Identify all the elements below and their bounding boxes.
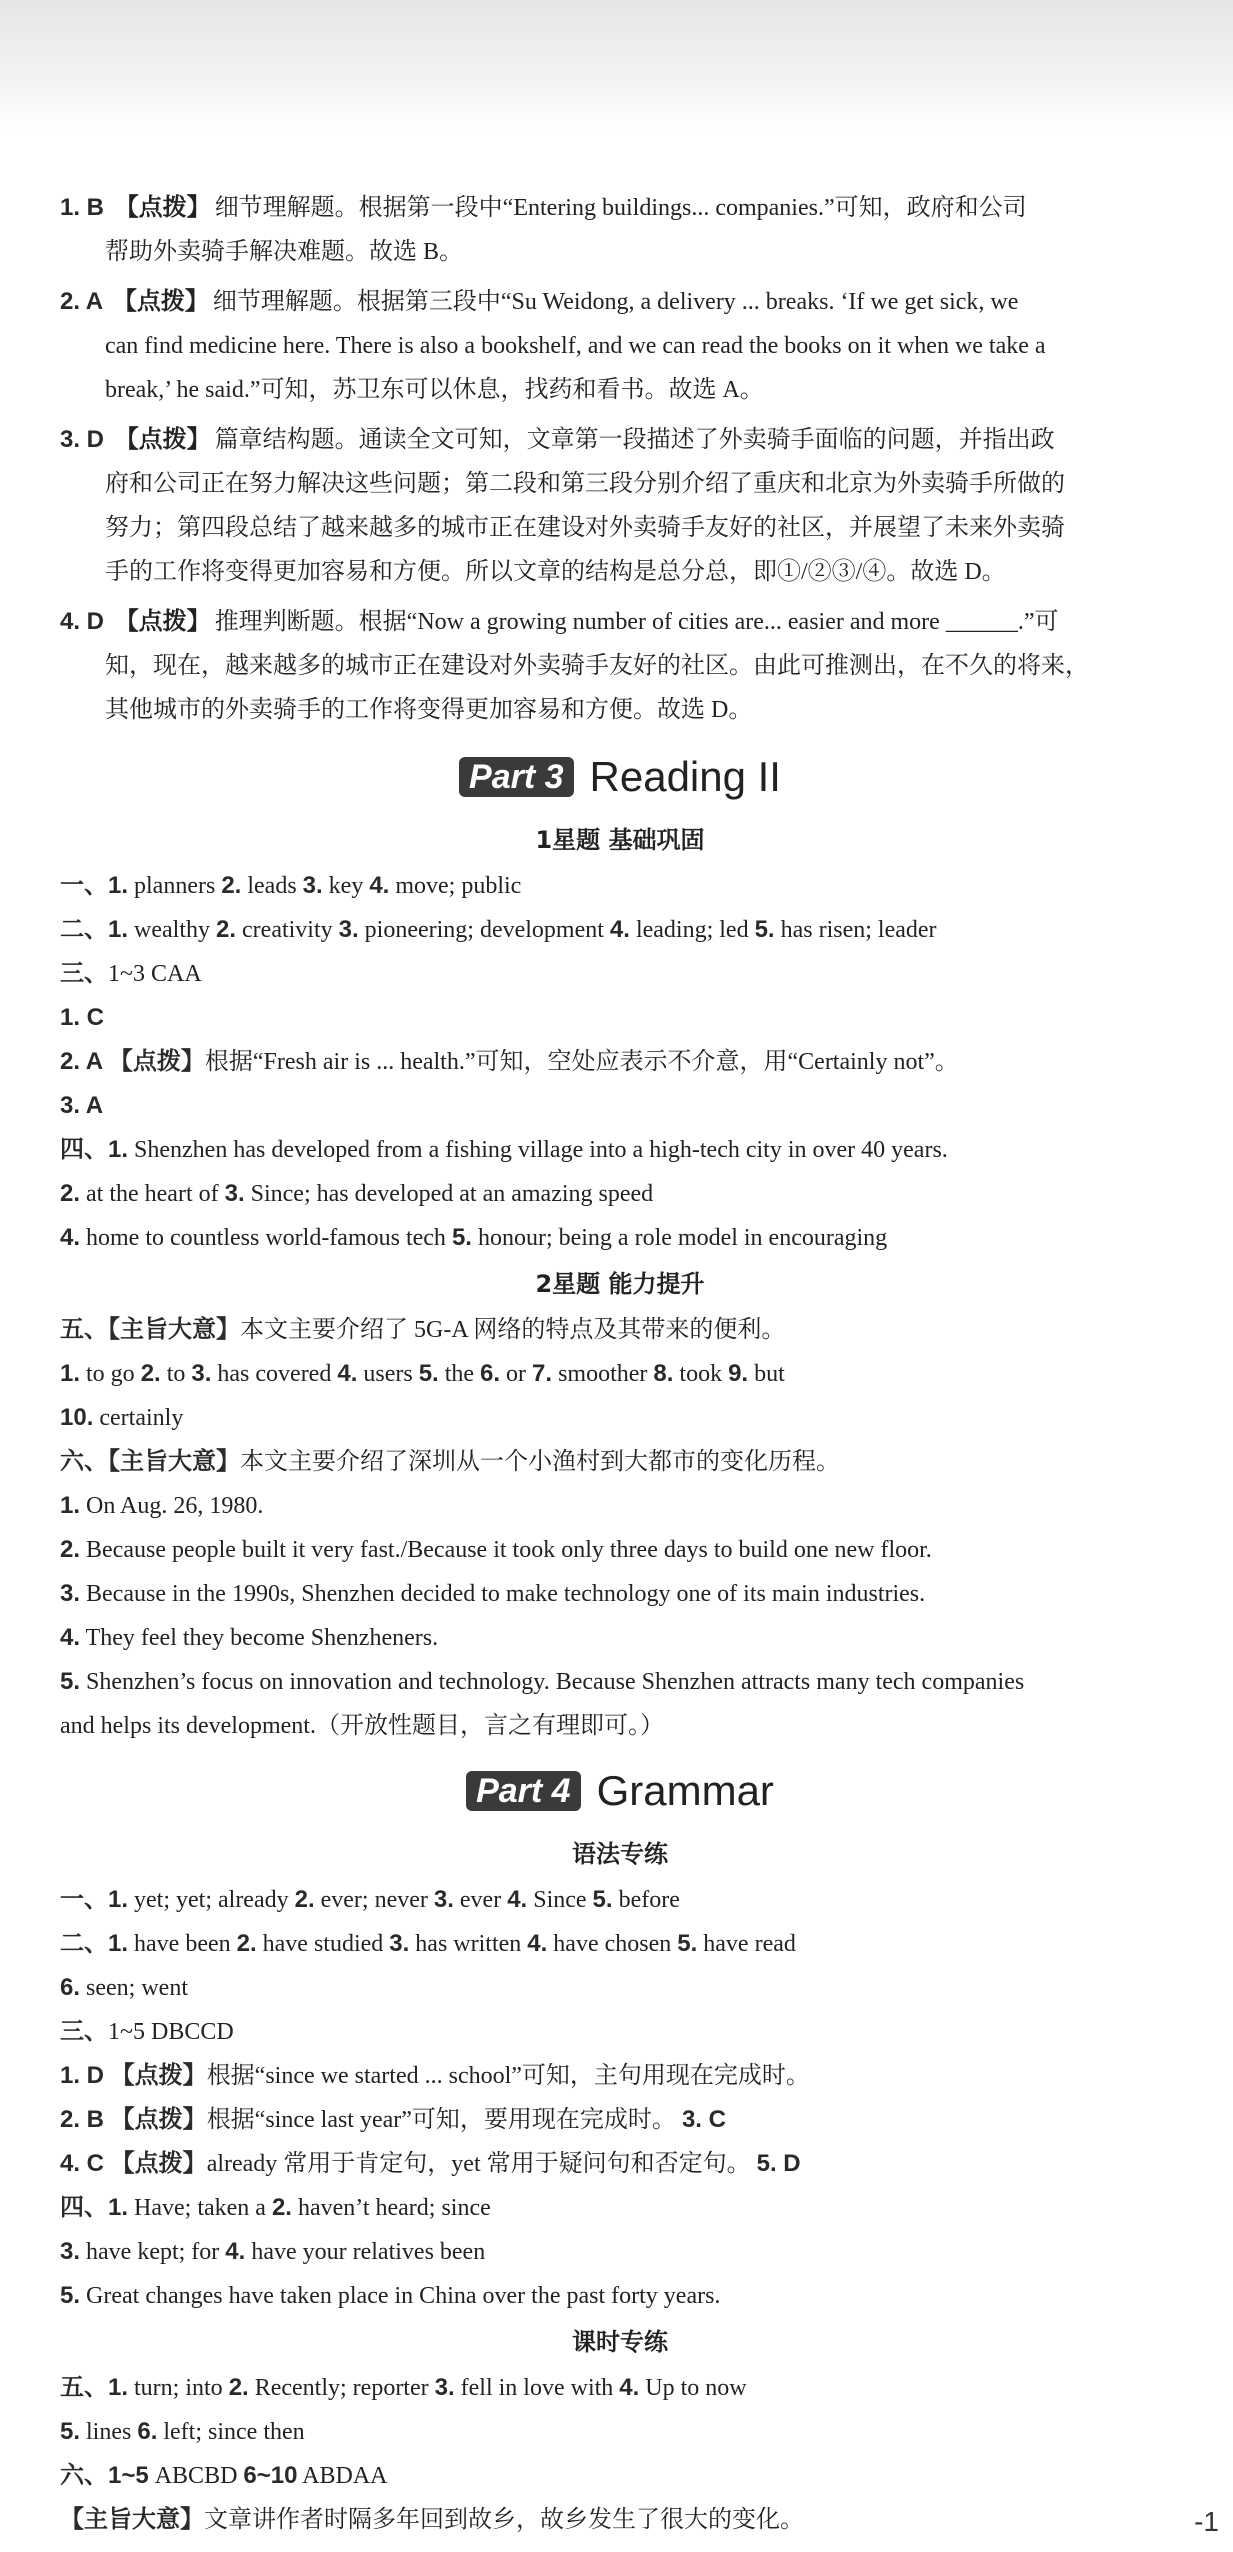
answer-label: 4. xyxy=(337,1360,358,1387)
hint-tag: 【点拨】 xyxy=(114,609,211,635)
answer-label: 4. xyxy=(619,2374,640,2401)
answer-text: 知，现在，越来越多的城市正在建设对外卖骑手友好的社区。由此可推测出，在不久的将来， xyxy=(105,653,1089,679)
answer-choice: B xyxy=(80,194,111,221)
answer-label: 6. xyxy=(480,1360,501,1387)
answer-label: 3. xyxy=(191,1360,212,1387)
answer-label: 3. xyxy=(389,1930,410,1957)
answer-text: 根据“since last year”可知，要用现在完成时。 xyxy=(206,2107,682,2133)
answer-text: took xyxy=(673,1361,729,1387)
answer-text: 根据“since we started ... school”可知，主句用现在完成时。 xyxy=(206,2063,810,2089)
answer-label: 2. xyxy=(271,2194,292,2221)
answer-line xyxy=(60,952,1180,996)
answer-text: 其他城市的外卖骑手的工作将变得更加容易和方便。故选 D。 xyxy=(105,697,753,723)
answer-label: 5. xyxy=(60,1668,81,1695)
answer-label: 1. D 【点拨】 xyxy=(60,2062,207,2089)
answer-text: 帮助外卖骑手解决难题。故选 B。 xyxy=(105,239,464,265)
answer-label: 五、【主旨大意】 xyxy=(60,1316,240,1343)
answer-text: seen; went xyxy=(80,1975,188,2001)
answer-text: break,’ he said.”可知，苏卫东可以休息，找药和看书。故选 A。 xyxy=(105,377,764,403)
answer-text: has risen; leader xyxy=(774,917,937,943)
answer-text: home to countless world-famous tech xyxy=(80,1225,452,1251)
reading-answers-section xyxy=(60,186,1180,732)
answer-item xyxy=(60,280,1180,412)
answer-text: honour; being a role model in encouraging xyxy=(471,1225,888,1251)
answer-line xyxy=(60,688,1180,732)
answer-label: 5. xyxy=(60,2282,81,2309)
answer-text: 1~5 DBCCD xyxy=(108,2019,234,2045)
part4-subheading-2: 课时专练 xyxy=(572,2328,668,2356)
answer-text: ever xyxy=(453,1887,508,1913)
answer-text: smoother xyxy=(552,1361,654,1387)
answer-text: already 常用于肯定句，yet 常用于疑问句和否定句。 xyxy=(206,2151,757,2177)
answer-line xyxy=(60,1216,1180,1260)
answer-text: creativity xyxy=(236,917,339,943)
answer-text: to xyxy=(160,1361,192,1387)
answer-text: have chosen xyxy=(547,1931,678,1957)
answer-line xyxy=(60,2186,1180,2230)
answer-text: at the heart of xyxy=(80,1181,225,1207)
answer-text: has written xyxy=(409,1931,528,1957)
answer-line xyxy=(60,2230,1180,2274)
answer-label: 六、1~5 xyxy=(60,2462,149,2489)
answer-line xyxy=(60,1396,1180,1440)
answer-label: 一、1. xyxy=(60,872,129,899)
answer-text: They feel they become Shenzheners. xyxy=(80,1625,439,1651)
answer-text: or xyxy=(500,1361,533,1387)
answer-text: 篇章结构题。通读全文可知，文章第一段描述了外卖骑手面临的问题，并指出政 xyxy=(214,427,1055,453)
answer-line xyxy=(60,2274,1180,2318)
answer-text: and helps its development.（开放性题目，言之有理即可。） xyxy=(60,1713,664,1739)
answer-text: planners xyxy=(128,873,222,899)
answer-text: 府和公司正在努力解决这些问题；第二段和第三段分别介绍了重庆和北京为外卖骑手所做的 xyxy=(105,471,1065,497)
answer-text: 努力；第四段总结了越来越多的城市正在建设对外卖骑手友好的社区，并展望了未来外卖骑 xyxy=(105,515,1065,541)
answer-text: move; public xyxy=(389,873,522,899)
answer-label: 7. xyxy=(532,1360,553,1387)
answer-label: 6. xyxy=(60,1974,81,2001)
answer-label: 2. xyxy=(140,1360,161,1387)
answer-label: 二、1. xyxy=(60,916,129,943)
answer-text: have kept; for xyxy=(80,2239,226,2265)
answer-text: pioneering; development xyxy=(358,917,610,943)
answer-label: 6. xyxy=(137,2418,158,2445)
answer-text: Since; has developed at an amazing speed xyxy=(244,1181,654,1207)
answer-line xyxy=(60,908,1180,952)
answer-text: 本文主要介绍了深圳从一个小渔村到大都市的变化历程。 xyxy=(240,1449,840,1475)
answer-number: 1. xyxy=(60,194,81,221)
answer-label: 五、1. xyxy=(60,2374,129,2401)
answer-line xyxy=(60,644,1180,688)
answer-label: 3. xyxy=(302,872,323,899)
answer-label: 二、1. xyxy=(60,1930,129,1957)
part3-heading xyxy=(60,738,1180,816)
answer-line xyxy=(60,1440,1180,1484)
answer-line xyxy=(60,506,1180,550)
answer-line xyxy=(60,600,1180,644)
answer-text: 本文主要介绍了 5G-A 网络的特点及其带来的便利。 xyxy=(240,1317,786,1343)
answer-line xyxy=(60,2054,1180,2098)
answer-text: Shenzhen’s focus on innovation and technology. Because Shenzhen attracts many tech companies xyxy=(80,1669,1025,1695)
answer-line xyxy=(60,1352,1180,1396)
answer-line xyxy=(60,1040,1180,1084)
answer-line xyxy=(60,996,1180,1040)
part4-grammar-answers xyxy=(60,1878,1180,2318)
hint-tag: 【点拨】 xyxy=(114,427,211,453)
answer-text: 推理判断题。根据“Now a growing number of cities are... easier and more ______.”可 xyxy=(214,609,1059,635)
answer-line xyxy=(60,1616,1180,1660)
answer-text: key xyxy=(322,873,370,899)
answer-label: 9. xyxy=(728,1360,749,1387)
answer-line xyxy=(60,2410,1180,2454)
answer-text: wealthy xyxy=(128,917,216,943)
answer-text: 细节理解题。根据第三段中“Su Weidong, a delivery ... breaks. ‘If we get sick, we xyxy=(212,289,1019,315)
answer-text: haven’t heard; since xyxy=(291,2195,491,2221)
answer-line xyxy=(60,186,1180,230)
answer-text: to go xyxy=(80,1361,141,1387)
answer-line xyxy=(60,1084,1180,1128)
answer-label: 4. xyxy=(60,1224,81,1251)
part3-badge: Part 3 xyxy=(459,757,574,797)
answer-text: lines xyxy=(80,2419,138,2445)
answer-choice: D xyxy=(80,608,111,635)
hint-tag: 【点拨】 xyxy=(114,195,211,221)
answer-line xyxy=(60,1172,1180,1216)
answer-label: 三、 xyxy=(60,2018,108,2045)
answer-label: 三、 xyxy=(60,960,108,987)
answer-choice: A xyxy=(80,288,109,315)
answer-line xyxy=(60,1528,1180,1572)
answer-text: has covered xyxy=(211,1361,338,1387)
answer-line xyxy=(60,1308,1180,1352)
answer-label: 4. xyxy=(60,1624,81,1651)
answer-text: have studied xyxy=(256,1931,390,1957)
answer-text: Recently; reporter xyxy=(248,2375,435,2401)
answer-text: Shenzhen has developed from a fishing village into a high-tech city in over 40 years. xyxy=(128,1137,948,1163)
answer-label: 2. A 【点拨】 xyxy=(60,1048,205,1075)
part4-badge: Part 4 xyxy=(466,1771,581,1811)
answer-label: 2. xyxy=(221,872,242,899)
answer-line xyxy=(60,2098,1180,2142)
answer-line xyxy=(60,280,1180,324)
answer-text: but xyxy=(748,1361,785,1387)
answer-line xyxy=(60,1704,1180,1748)
answer-text: turn; into xyxy=(128,2375,229,2401)
hint-tag: 【点拨】 xyxy=(112,289,209,315)
answer-text: have your relatives been xyxy=(245,2239,486,2265)
answer-label: 5. xyxy=(592,1886,613,1913)
answer-line xyxy=(60,1878,1180,1922)
answer-text: Since xyxy=(527,1887,593,1913)
answer-number: 4. xyxy=(60,608,81,635)
part4-lesson-answers xyxy=(60,2366,1180,2542)
answer-label: 2. B 【点拨】 xyxy=(60,2106,207,2133)
answer-label: 一、1. xyxy=(60,1886,129,1913)
answer-choice: D xyxy=(80,426,111,453)
answer-text: 手的工作将变得更加容易和方便。所以文章的结构是总分总，即①/②③/④。故选 D。 xyxy=(105,559,1006,585)
answer-item xyxy=(60,600,1180,732)
answer-label: 5. xyxy=(60,2418,81,2445)
answer-text: the xyxy=(438,1361,481,1387)
answer-label: 3. xyxy=(60,2238,81,2265)
answer-text: 根据“Fresh air is ... health.”可知，空处应表示不介意，用“Certainly not”。 xyxy=(204,1049,959,1075)
answer-line xyxy=(60,1660,1180,1704)
answer-label: 1. C xyxy=(60,1004,105,1031)
answer-label: 5. D xyxy=(756,2150,801,2177)
answer-item xyxy=(60,186,1180,274)
answer-label: 4. xyxy=(369,872,390,899)
answer-label: 2. xyxy=(60,1536,81,1563)
answer-label: 【主旨大意】 xyxy=(60,2506,204,2533)
answer-line xyxy=(60,2010,1180,2054)
answer-line xyxy=(60,2142,1180,2186)
answer-text: 1~3 CAA xyxy=(108,961,202,987)
answer-label: 2. xyxy=(216,916,237,943)
part4-title: Grammar xyxy=(596,1767,774,1815)
answer-text: Up to now xyxy=(639,2375,747,2401)
answer-label: 四、1. xyxy=(60,2194,129,2221)
answer-text: Because in the 1990s, Shenzhen decided to make technology one of its main industries. xyxy=(80,1581,926,1607)
part3-subheading-1: 1星题 基础巩固 xyxy=(535,826,705,854)
answer-line xyxy=(60,2498,1180,2542)
answer-label: 1. xyxy=(60,1492,81,1519)
answer-item xyxy=(60,418,1180,594)
answer-line xyxy=(60,550,1180,594)
answer-text: fell in love with xyxy=(454,2375,620,2401)
page-number: -1 xyxy=(1194,2506,1219,2537)
answer-text: left; since then xyxy=(157,2419,305,2445)
answer-content xyxy=(60,186,1180,2542)
answer-label: 4. xyxy=(527,1930,548,1957)
answer-text: 细节理解题。根据第一段中“Entering buildings... companies.”可知，政府和公司 xyxy=(214,195,1027,221)
part4-heading xyxy=(60,1752,1180,1830)
answer-label: 4. xyxy=(225,2238,246,2265)
answer-label: 2. xyxy=(60,1180,81,1207)
part3-subheading-2: 2星题 能力提升 xyxy=(535,1270,705,1298)
answer-label: 8. xyxy=(653,1360,674,1387)
answer-line xyxy=(60,2454,1180,2498)
answer-text: ABCBD xyxy=(148,2463,244,2489)
answer-line xyxy=(60,418,1180,462)
part3-advanced-answers xyxy=(60,1308,1180,1748)
answer-line xyxy=(60,1966,1180,2010)
answer-label: 2. xyxy=(228,2374,249,2401)
answer-line xyxy=(60,462,1180,506)
answer-line xyxy=(60,1128,1180,1172)
answer-line xyxy=(60,1484,1180,1528)
answer-label: 3. C xyxy=(681,2106,726,2133)
answer-text: Great changes have taken place in China over the past forty years. xyxy=(80,2283,721,2309)
answer-label: 四、1. xyxy=(60,1136,129,1163)
answer-label: 六、【主旨大意】 xyxy=(60,1448,240,1475)
answer-label: 4. C 【点拨】 xyxy=(60,2150,207,2177)
answer-text: ever; never xyxy=(314,1887,434,1913)
answer-label: 3. xyxy=(60,1580,81,1607)
answer-text: have been xyxy=(128,1931,237,1957)
answer-text: leading; led xyxy=(629,917,755,943)
answer-text: have read xyxy=(697,1931,796,1957)
answer-number: 3. xyxy=(60,426,81,453)
answer-label: 2. xyxy=(294,1886,315,1913)
answer-label: 5. xyxy=(418,1360,439,1387)
answer-label: 5. xyxy=(451,1224,472,1251)
answer-label: 4. xyxy=(507,1886,528,1913)
top-header-band xyxy=(0,0,1233,130)
answer-line xyxy=(60,368,1180,412)
answer-label: 3. xyxy=(433,1886,454,1913)
answer-text: On Aug. 26, 1980. xyxy=(80,1493,264,1519)
answer-line xyxy=(60,1922,1180,1966)
answer-line xyxy=(60,864,1180,908)
answer-text: ABDAA xyxy=(297,2463,388,2489)
answer-text: can find medicine here. There is also a bookshelf, and we can read the books on it when we take a xyxy=(105,333,1046,359)
part4-subheading-1: 语法专练 xyxy=(572,1840,668,1868)
answer-number: 2. xyxy=(60,288,81,315)
answer-label: 4. xyxy=(609,916,630,943)
answer-label: 3. xyxy=(224,1180,245,1207)
answer-text: yet; yet; already xyxy=(128,1887,295,1913)
part3-title: Reading II xyxy=(589,753,781,801)
answer-line xyxy=(60,2366,1180,2410)
answer-line xyxy=(60,324,1180,368)
answer-text: 文章讲作者时隔多年回到故乡，故乡发生了很大的变化。 xyxy=(204,2507,804,2533)
answer-text: leads xyxy=(241,873,303,899)
answer-text: users xyxy=(357,1361,419,1387)
answer-label: 10. xyxy=(60,1404,94,1431)
answer-text: certainly xyxy=(93,1405,184,1431)
answer-label: 3. xyxy=(338,916,359,943)
answer-text: Have; taken a xyxy=(128,2195,272,2221)
part3-basic-answers xyxy=(60,864,1180,1260)
answer-line xyxy=(60,230,1180,274)
answer-line xyxy=(60,1572,1180,1616)
answer-label: 3. A xyxy=(60,1092,104,1119)
answer-label: 5. xyxy=(677,1930,698,1957)
answer-label: 3. xyxy=(434,2374,455,2401)
answer-text: before xyxy=(612,1887,680,1913)
answer-label: 6~10 xyxy=(243,2462,298,2489)
answer-label: 2. xyxy=(236,1930,257,1957)
answer-label: 1. xyxy=(60,1360,81,1387)
answer-text: Because people built it very fast./Because it took only three days to build one new floor. xyxy=(80,1537,932,1563)
answer-label: 5. xyxy=(754,916,775,943)
